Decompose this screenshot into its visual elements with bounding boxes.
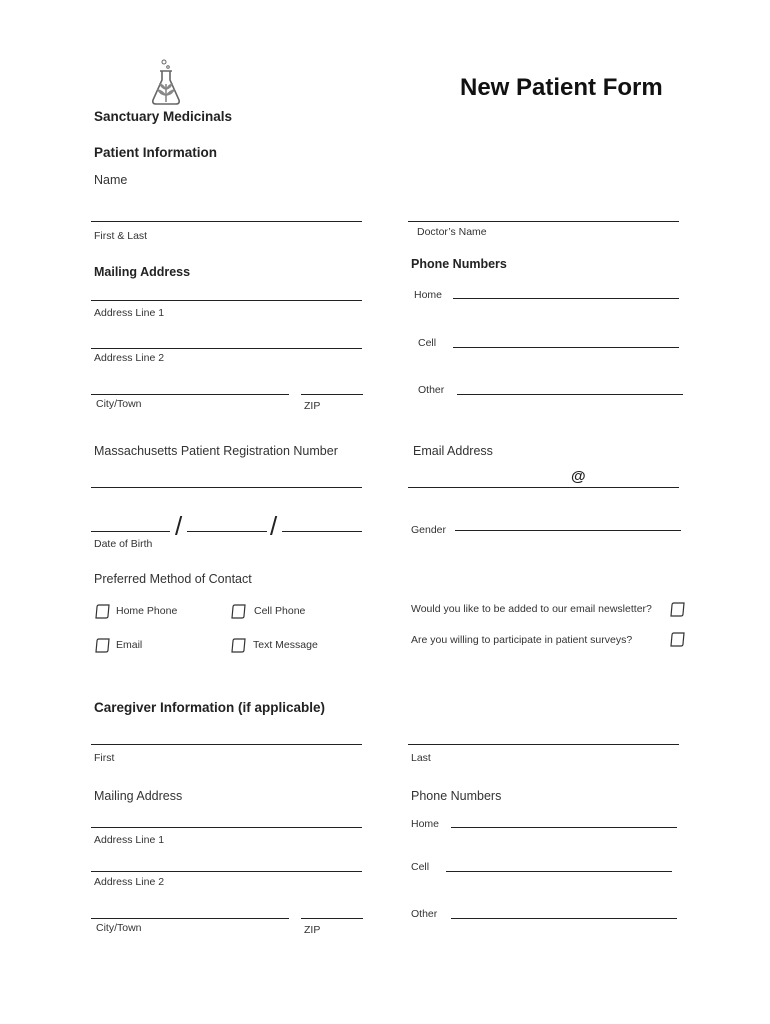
dob-slash: / [270, 511, 278, 541]
name-label: Name [94, 173, 128, 187]
dob-day-input[interactable] [187, 531, 267, 532]
gender-label: Gender [411, 524, 447, 536]
caregiver-address-line-2-input[interactable] [91, 871, 362, 872]
survey-question: Are you willing to participate in patient surveys? [411, 634, 633, 646]
caregiver-phone-cell-label: Cell [411, 861, 430, 873]
caregiver-first-caption: First [94, 752, 115, 764]
caregiver-phone-cell-input[interactable] [446, 871, 672, 872]
survey-checkbox[interactable] [669, 631, 686, 648]
page-title: New Patient Form [460, 74, 663, 101]
caregiver-zip-caption: ZIP [304, 924, 321, 936]
caregiver-address-line-2-caption: Address Line 2 [94, 876, 165, 888]
cell-phone-checkbox[interactable] [230, 603, 247, 620]
caregiver-last-input[interactable] [408, 744, 679, 745]
home-phone-option-label: Home Phone [116, 605, 178, 617]
email-option-label: Email [116, 639, 143, 651]
caregiver-phone-label: Phone Numbers [411, 789, 502, 803]
registration-number-input[interactable] [91, 487, 362, 488]
name-input-line[interactable] [91, 221, 362, 222]
email-input[interactable] [408, 487, 679, 488]
brand-name: Sanctuary Medicinals [94, 109, 233, 124]
phone-home-label: Home [414, 289, 443, 301]
dob-slash: / [175, 511, 183, 541]
caregiver-first-input[interactable] [91, 744, 362, 745]
caregiver-phone-other-label: Other [411, 908, 438, 920]
caregiver-mailing-label: Mailing Address [94, 789, 183, 803]
flask-leaf-icon [148, 58, 184, 106]
email-at-sign: @ [571, 468, 586, 485]
newsletter-question: Would you like to be added to our email newsletter? [411, 603, 652, 615]
dob-caption: Date of Birth [94, 538, 153, 550]
mailing-address-heading: Mailing Address [94, 265, 191, 279]
zip-caption: ZIP [304, 400, 321, 412]
email-address-label: Email Address [413, 444, 493, 458]
preferred-contact-heading: Preferred Method of Contact [94, 572, 252, 586]
address-line-1-input[interactable] [91, 300, 362, 301]
dob-year-input[interactable] [282, 531, 362, 532]
address-line-1-caption: Address Line 1 [94, 307, 165, 319]
doctor-name-caption: Doctor’s Name [417, 226, 487, 238]
caregiver-last-caption: Last [411, 752, 431, 764]
caregiver-phone-other-input[interactable] [451, 918, 677, 919]
phone-home-input[interactable] [453, 298, 679, 299]
caregiver-address-line-1-input[interactable] [91, 827, 362, 828]
email-checkbox[interactable] [94, 637, 111, 654]
zip-input[interactable] [301, 394, 363, 395]
first-last-caption: First & Last [94, 230, 148, 242]
text-message-checkbox[interactable] [230, 637, 247, 654]
address-line-2-input[interactable] [91, 348, 362, 349]
caregiver-city-caption: City/Town [96, 922, 142, 934]
patient-info-heading: Patient Information [94, 145, 218, 160]
newsletter-checkbox[interactable] [669, 601, 686, 618]
phone-cell-input[interactable] [453, 347, 679, 348]
home-phone-checkbox[interactable] [94, 603, 111, 620]
caregiver-address-line-1-caption: Address Line 1 [94, 834, 165, 846]
phone-numbers-heading: Phone Numbers [411, 257, 507, 271]
city-caption: City/Town [96, 398, 142, 410]
text-message-option-label: Text Message [253, 639, 318, 651]
registration-number-label: Massachusetts Patient Registration Number [94, 444, 338, 458]
cell-phone-option-label: Cell Phone [254, 605, 306, 617]
city-input[interactable] [91, 394, 289, 395]
phone-other-label: Other [418, 384, 445, 396]
caregiver-city-input[interactable] [91, 918, 289, 919]
caregiver-zip-input[interactable] [301, 918, 363, 919]
doctor-name-input-line[interactable] [408, 221, 679, 222]
caregiver-phone-home-label: Home [411, 818, 440, 830]
caregiver-info-heading: Caregiver Information (if applicable) [94, 700, 326, 715]
address-line-2-caption: Address Line 2 [94, 352, 165, 364]
phone-cell-label: Cell [418, 337, 437, 349]
gender-input[interactable] [455, 530, 681, 531]
phone-other-input[interactable] [457, 394, 683, 395]
dob-month-input[interactable] [91, 531, 170, 532]
caregiver-phone-home-input[interactable] [451, 827, 677, 828]
